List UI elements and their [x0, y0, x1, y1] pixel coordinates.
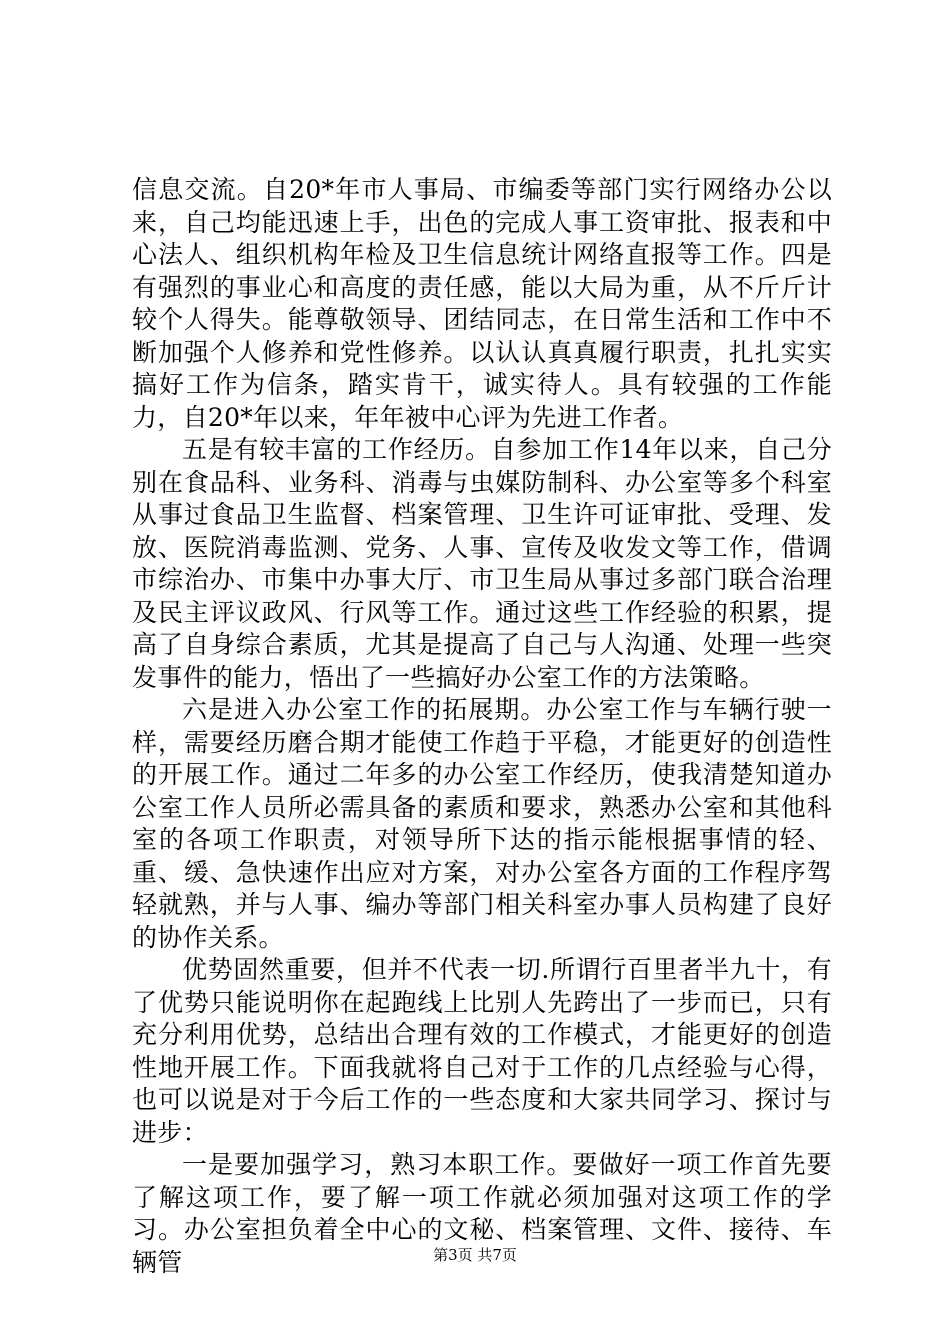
- paragraph-2: 五是有较丰富的工作经历。自参加工作14年以来，自己分别在食品科、业务科、消毒与虫媒防制科、办公室等多个科室从事过食品卫生监督、档案管理、卫生许可证审批、受理、发放、医院消毒监测、党务、人事、宣传及收发文等工作，借调市综治办、市集中办事大厅、市卫生局从事过多部门联合治理及民主评议政风、行风等工作。通过这些工作经验的积累，提高了自身综合素质，尤其是提高了自己与人沟通、处理一些突发事件的能力，悟出了一些搞好办公室工作的方法策略。: [132, 435, 832, 692]
- document-body: [132, 174, 832, 1279]
- paragraph-3: 六是进入办公室工作的拓展期。办公室工作与车辆行驶一样，需要经历磨合期才能使工作趋于平稳，才能更好的创造性的开展工作。通过二年多的办公室工作经历，使我清楚知道办公室工作人员所必需具备的素质和要求，熟悉办公室和其他科室的各项工作职责，对领导所下达的指示能根据事情的轻、重、缓、急快速作出应对方案，对办公室各方面的工作程序驾轻就熟，并与人事、编办等部门相关科室办事人员构建了良好的协作关系。: [132, 695, 832, 952]
- paragraph-1: 信息交流。自20*年市人事局、市编委等部门实行网络办公以来，自己均能迅速上手，出色的完成人事工资审批、报表和中心法人、组织机构年检及卫生信息统计网络直报等工作。四是有强烈的事业心和高度的责任感，能以大局为重，从不斤斤计较个人得失。能尊敬领导、团结同志，在日常生活和工作中不断加强个人修养和党性修养。以认认真真履行职责，扎扎实实搞好工作为信条，踏实肯干，诚实待人。具有较强的工作能力，自20*年以来，年年被中心评为先进工作者。: [132, 175, 832, 432]
- paragraph-4: 优势固然重要，但并不代表一切.所谓行百里者半九十，有了优势只能说明你在起跑线上比别人先跨出了一步而已，只有充分利用优势，总结出合理有效的工作模式，才能更好的创造性地开展工作。下面我就将自己对于工作的几点经验与心得，也可以说是对于今后工作的一些态度和大家共同学习、探讨与进步：: [132, 955, 832, 1147]
- paragraph-5: 一是要加强学习，熟习本职工作。要做好一项工作首先要了解这项工作，要了解一项工作就必须加强对这项工作的学习。办公室担负着全中心的文秘、档案管理、文件、接待、车辆管: [132, 1150, 832, 1277]
- page-footer: [0, 1244, 950, 1265]
- page-number: 第3页 共7页: [433, 1246, 517, 1264]
